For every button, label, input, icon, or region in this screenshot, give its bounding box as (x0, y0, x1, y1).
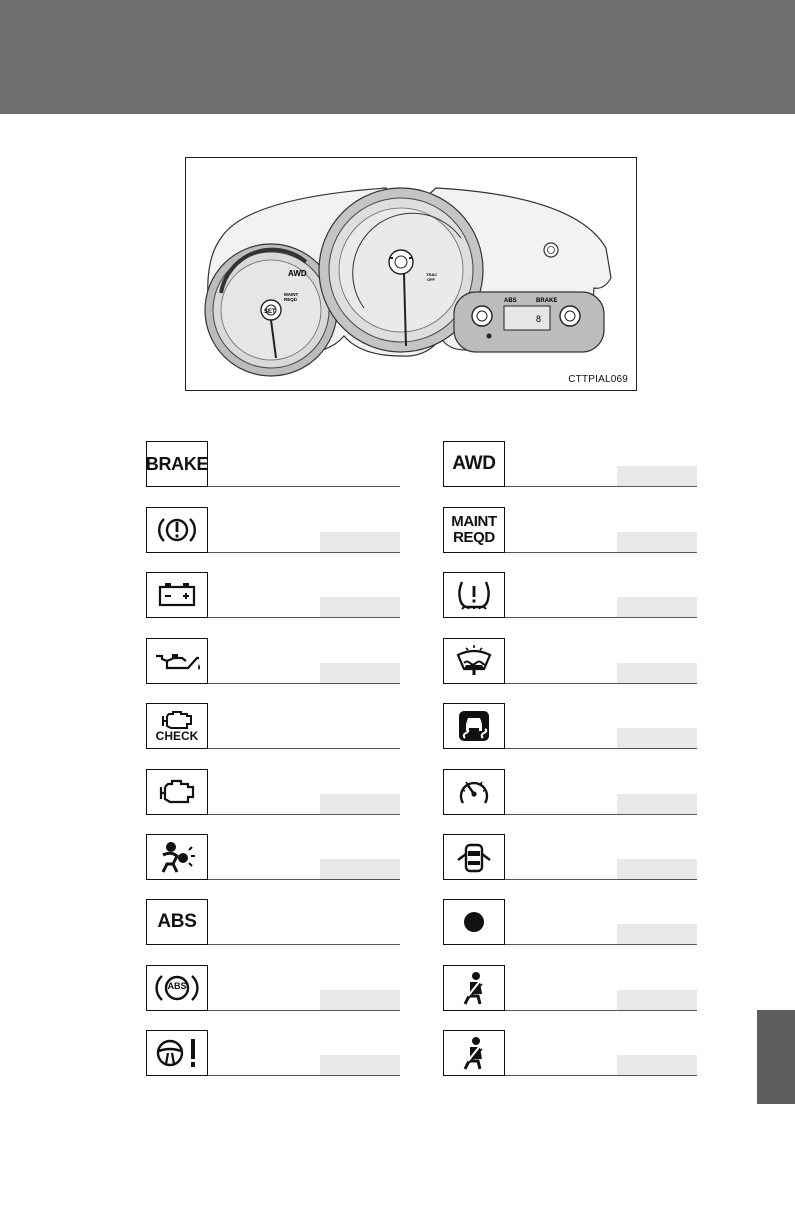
speedometer-icon (456, 776, 492, 808)
indicator-row-awd (443, 441, 697, 489)
slip-indicator (443, 703, 505, 749)
battery-icon (157, 581, 197, 609)
check-engine-indicator (146, 703, 208, 749)
indicator-row-power-steering (146, 1030, 400, 1078)
row-rule (208, 748, 400, 749)
gauge-awd-label: AWD (288, 269, 307, 278)
odometer-digit: 8 (536, 314, 542, 324)
row-tag (320, 1055, 400, 1075)
row-tag (320, 532, 400, 552)
gauge-abs-label: ABS (504, 298, 517, 304)
indicator-row-seatbelt-passenger (443, 1030, 697, 1078)
indicator-row-maint-reqd (443, 507, 697, 555)
reqd-label: REQD (453, 529, 495, 546)
brake-indicator (146, 441, 208, 487)
tire-pressure-indicator (443, 572, 505, 618)
instrument-cluster-illustration (186, 158, 637, 391)
figure-caption: CTTPIAL069 (568, 374, 628, 385)
check-label: CHECK (155, 728, 199, 743)
abs-circle-label: ABS (167, 981, 187, 991)
row-tag (320, 597, 400, 617)
awd-label: AWD (452, 453, 496, 474)
indicator-row-tire-pressure (443, 572, 697, 620)
tire-pressure-icon (454, 577, 494, 613)
indicator-row-cruise (443, 769, 697, 817)
maint-reqd-indicator (443, 507, 505, 553)
indicator-row-check-engine (146, 703, 400, 751)
indicator-row-engine (146, 769, 400, 817)
seatbelt-passenger-indicator (443, 1030, 505, 1076)
row-rule (505, 1010, 697, 1011)
indicator-row-brake (146, 441, 400, 489)
indicator-row-security (443, 899, 697, 947)
row-tag (320, 859, 400, 879)
oil-pressure-indicator (146, 638, 208, 684)
row-rule (505, 683, 697, 684)
slip-indicator-icon (456, 708, 492, 744)
row-rule (505, 1075, 697, 1076)
row-tag (617, 1055, 697, 1075)
row-tag (617, 924, 697, 944)
row-rule (208, 814, 400, 815)
row-rule (208, 1075, 400, 1076)
header-band (0, 0, 795, 114)
row-rule (505, 486, 697, 487)
gauge-reqd-label: REQD (284, 297, 298, 302)
indicator-row-oil-pressure (146, 638, 400, 686)
engine-indicator (146, 769, 208, 815)
door-open-icon (454, 840, 494, 874)
gauge-trac-label: TRAC (426, 272, 438, 277)
oil-can-icon (152, 646, 202, 676)
row-tag (617, 597, 697, 617)
indicator-row-airbag (146, 834, 400, 882)
washer-fluid-indicator (443, 638, 505, 684)
cruise-indicator (443, 769, 505, 815)
indicator-row-brake-warning (146, 507, 400, 555)
abs-indicator (146, 899, 208, 945)
row-tag (617, 532, 697, 552)
steering-exclamation-icon (153, 1036, 201, 1070)
row-tag (617, 859, 697, 879)
gauge-off-label: OFF (427, 277, 435, 282)
indicator-row-abs (146, 899, 400, 947)
indicator-row-seatbelt-driver (443, 965, 697, 1013)
gauge-set-label: SET (264, 309, 276, 315)
indicator-row-slip (443, 703, 697, 751)
security-indicator (443, 899, 505, 945)
row-rule (208, 879, 400, 880)
row-rule (505, 748, 697, 749)
gauge-maint-label: MAINT (284, 292, 299, 297)
indicator-row-door-open (443, 834, 697, 882)
airbag-indicator (146, 834, 208, 880)
maint-label: MAINT (451, 513, 497, 530)
seatbelt-icon (456, 970, 492, 1006)
row-tag (617, 794, 697, 814)
row-rule (208, 1010, 400, 1011)
row-rule (505, 552, 697, 553)
brake-label: BRAKE (145, 453, 209, 474)
indicator-row-washer-fluid (443, 638, 697, 686)
circle-exclamation-icon (155, 512, 199, 548)
charging-indicator (146, 572, 208, 618)
row-rule (505, 617, 697, 618)
row-rule (505, 879, 697, 880)
door-open-indicator (443, 834, 505, 880)
abs-label: ABS (157, 911, 197, 932)
seatbelt-icon (456, 1035, 492, 1071)
engine-icon (157, 779, 197, 805)
abs-circle-icon (152, 970, 202, 1006)
power-steering-indicator (146, 1030, 208, 1076)
row-tag (617, 728, 697, 748)
airbag-icon (157, 840, 197, 874)
abs-circle-indicator (146, 965, 208, 1011)
row-rule (208, 486, 400, 487)
indicator-row-charging (146, 572, 400, 620)
instrument-cluster-figure (185, 157, 637, 391)
section-tab (757, 1010, 795, 1104)
row-tag (617, 466, 697, 486)
seatbelt-driver-indicator (443, 965, 505, 1011)
row-rule (208, 944, 400, 945)
row-rule (208, 683, 400, 684)
dot-icon (462, 910, 486, 934)
brake-warning-indicator (146, 507, 208, 553)
row-tag (320, 663, 400, 683)
row-rule (208, 617, 400, 618)
washer-fluid-icon (454, 643, 494, 679)
awd-indicator (443, 441, 505, 487)
row-rule (505, 814, 697, 815)
gauge-brake-label: BRAKE (536, 298, 558, 304)
indicator-row-abs-circle (146, 965, 400, 1013)
row-tag (320, 794, 400, 814)
row-rule (208, 552, 400, 553)
row-tag (617, 990, 697, 1010)
row-tag (320, 990, 400, 1010)
engine-icon (159, 710, 195, 730)
row-tag (617, 663, 697, 683)
row-rule (505, 944, 697, 945)
